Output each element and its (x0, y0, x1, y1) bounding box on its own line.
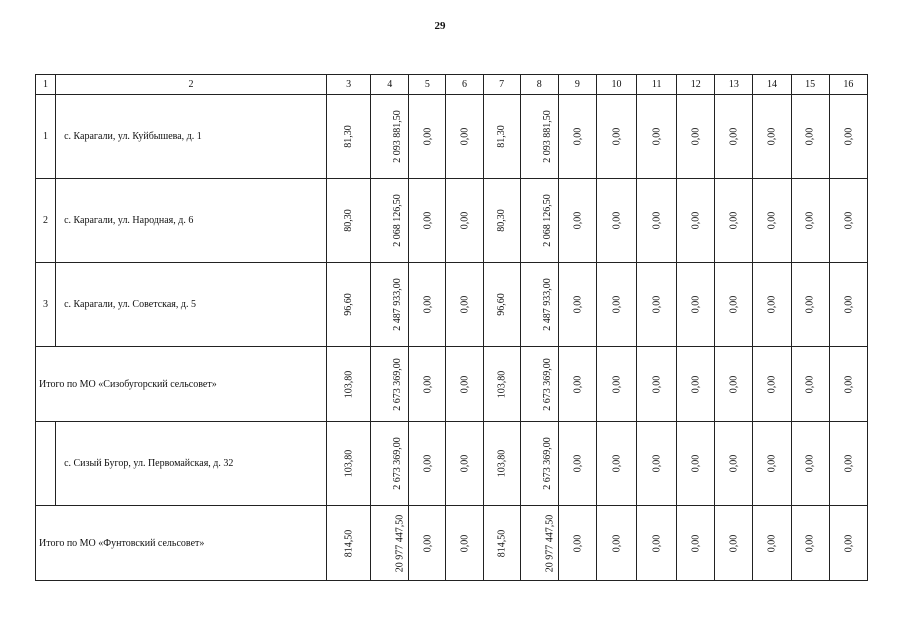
row-number (36, 422, 56, 506)
total-label: Итого по МО «Фунтовский сельсовет» (36, 506, 327, 581)
value-text: 2 093 881,50 (391, 110, 403, 163)
value-text: 0,00 (804, 534, 816, 552)
value-text: 0,00 (459, 211, 470, 230)
value-text: 2 673 369,00 (391, 357, 403, 411)
value-text: 0,00 (690, 454, 702, 473)
value-text: 0,00 (690, 127, 702, 146)
value-text: 0,00 (766, 454, 778, 473)
value-text: 0,00 (651, 211, 663, 230)
value-text: 0,00 (421, 127, 433, 146)
value-text: 80,30 (496, 209, 508, 232)
value-cell (483, 506, 520, 581)
value-text: 0,00 (571, 454, 583, 473)
value-text: 0,00 (651, 295, 663, 314)
value-text: 0,00 (804, 375, 816, 393)
value-text: 0,00 (421, 454, 433, 473)
row-number: 2 (36, 179, 56, 263)
value-text: 0,00 (421, 534, 433, 552)
value-cell (791, 95, 829, 179)
column-header: 6 (446, 75, 483, 95)
total-label: Итого по МО «Сизобугорский сельсовет» (36, 347, 327, 422)
value-text: 0,00 (611, 375, 622, 393)
value-text: 0,00 (571, 127, 583, 146)
value-text: 81,30 (343, 125, 355, 148)
value-cell (409, 95, 446, 179)
value-text: 0,00 (459, 127, 470, 146)
value-cell (371, 506, 409, 581)
value-cell (483, 263, 520, 347)
row-number: 1 (36, 95, 56, 179)
value-text: 0,00 (690, 211, 702, 230)
column-header: 15 (791, 75, 829, 95)
value-text: 0,00 (611, 534, 622, 552)
value-text: 0,00 (459, 295, 470, 314)
value-text: 0,00 (728, 295, 740, 314)
value-text: 2 487 933,00 (391, 278, 403, 331)
value-text: 0,00 (728, 127, 740, 146)
row-number: 3 (36, 263, 56, 347)
value-cell (483, 95, 520, 179)
total-row (36, 506, 868, 581)
value-text: 0,00 (421, 211, 433, 230)
value-cell (791, 422, 829, 506)
value-cell (637, 179, 677, 263)
value-text: 814,50 (343, 529, 355, 557)
value-text: 0,00 (766, 295, 778, 314)
column-header: 12 (677, 75, 715, 95)
value-cell (596, 347, 636, 422)
value-text: 0,00 (690, 534, 702, 552)
value-text: 20 977 447,50 (543, 514, 555, 572)
value-text: 0,00 (421, 295, 433, 314)
value-text: 814,50 (496, 529, 508, 557)
value-cell (829, 179, 867, 263)
value-cell (677, 179, 715, 263)
value-cell (558, 179, 596, 263)
total-row (36, 347, 868, 422)
column-header: 16 (829, 75, 867, 95)
value-text: 0,00 (728, 454, 740, 473)
value-cell (558, 95, 596, 179)
value-cell (829, 422, 867, 506)
address-cell: с. Карагали, ул. Народная, д. 6 (56, 179, 327, 263)
value-cell (409, 506, 446, 581)
value-text: 96,60 (496, 293, 508, 316)
value-cell (520, 179, 558, 263)
value-text: 0,00 (804, 454, 816, 473)
value-cell (637, 506, 677, 581)
value-text: 103,80 (343, 449, 355, 478)
value-text: 2 673 369,00 (541, 357, 553, 411)
value-cell (520, 422, 558, 506)
value-cell (791, 263, 829, 347)
value-cell (371, 95, 409, 179)
value-cell (753, 263, 791, 347)
value-cell (791, 179, 829, 263)
value-text: 20 977 447,50 (394, 514, 406, 572)
value-text: 0,00 (421, 375, 433, 393)
value-text: 0,00 (611, 454, 622, 473)
value-text: 96,60 (343, 293, 355, 316)
address-cell: с. Карагали, ул. Куйбышева, д. 1 (56, 95, 327, 179)
value-text: 0,00 (611, 211, 622, 230)
value-text: 0,00 (842, 295, 854, 314)
value-text: 103,80 (496, 449, 508, 478)
value-text: 0,00 (842, 534, 854, 552)
value-cell (520, 506, 558, 581)
value-cell (371, 347, 409, 422)
value-cell (446, 506, 483, 581)
value-cell (677, 95, 715, 179)
value-cell (520, 95, 558, 179)
value-cell (558, 422, 596, 506)
table-header-row (36, 75, 868, 95)
value-text: 0,00 (611, 295, 622, 314)
value-cell (596, 95, 636, 179)
value-cell (715, 179, 753, 263)
value-cell (409, 347, 446, 422)
value-text: 0,00 (571, 375, 583, 393)
value-cell (753, 95, 791, 179)
value-text: 0,00 (804, 211, 816, 230)
value-cell (520, 347, 558, 422)
value-cell (753, 347, 791, 422)
value-cell (371, 179, 409, 263)
value-text: 81,30 (496, 125, 508, 148)
value-text: 2 068 126,50 (391, 194, 403, 247)
table-row (36, 422, 868, 506)
value-cell (791, 506, 829, 581)
value-cell (446, 179, 483, 263)
value-cell (677, 347, 715, 422)
address-cell: с. Карагали, ул. Советская, д. 5 (56, 263, 327, 347)
value-cell (715, 95, 753, 179)
value-text: 2 673 369,00 (391, 437, 403, 490)
value-cell (446, 95, 483, 179)
value-cell (483, 179, 520, 263)
value-text: 0,00 (766, 211, 778, 230)
value-text: 2 487 933,00 (541, 278, 553, 331)
value-text: 0,00 (459, 534, 470, 552)
value-text: 0,00 (804, 295, 816, 314)
value-cell (327, 263, 371, 347)
value-cell (409, 263, 446, 347)
value-text: 0,00 (804, 127, 816, 146)
value-text: 2 068 126,50 (541, 194, 553, 247)
value-cell (829, 506, 867, 581)
value-text: 0,00 (842, 375, 854, 393)
column-header: 1 (36, 75, 56, 95)
table-row (36, 179, 868, 263)
value-cell (327, 347, 371, 422)
table-row (36, 263, 868, 347)
column-header: 9 (558, 75, 596, 95)
value-text: 0,00 (571, 534, 583, 552)
value-cell (596, 263, 636, 347)
value-cell (596, 422, 636, 506)
value-cell (446, 347, 483, 422)
address-cell: с. Сизый Бугор, ул. Первомайская, д. 32 (56, 422, 327, 506)
value-cell (520, 263, 558, 347)
value-text: 0,00 (571, 211, 583, 230)
value-cell (715, 263, 753, 347)
value-cell (715, 347, 753, 422)
column-header: 14 (753, 75, 791, 95)
value-text: 0,00 (571, 295, 583, 314)
value-text: 0,00 (651, 534, 663, 552)
value-cell (483, 422, 520, 506)
value-text: 0,00 (611, 127, 622, 146)
value-cell (327, 179, 371, 263)
value-cell (637, 347, 677, 422)
value-cell (753, 506, 791, 581)
value-text: 0,00 (690, 295, 702, 314)
value-cell (409, 422, 446, 506)
value-cell (753, 179, 791, 263)
value-cell (446, 263, 483, 347)
value-text: 0,00 (766, 375, 778, 393)
column-header: 13 (715, 75, 753, 95)
column-header: 5 (409, 75, 446, 95)
value-cell (558, 263, 596, 347)
data-table (35, 74, 868, 581)
value-text: 0,00 (766, 534, 778, 552)
value-cell (715, 422, 753, 506)
value-text: 80,30 (343, 209, 355, 232)
value-text: 103,80 (496, 370, 508, 398)
value-cell (371, 263, 409, 347)
value-cell (409, 179, 446, 263)
column-header: 2 (56, 75, 327, 95)
value-cell (558, 347, 596, 422)
value-text: 2 673 369,00 (541, 437, 553, 490)
value-text: 2 093 881,50 (541, 110, 553, 163)
column-header: 4 (371, 75, 409, 95)
value-text: 0,00 (766, 127, 778, 146)
value-cell (677, 422, 715, 506)
value-text: 0,00 (842, 127, 854, 146)
column-header: 11 (637, 75, 677, 95)
value-cell (637, 422, 677, 506)
value-text: 0,00 (651, 375, 663, 393)
value-cell (327, 95, 371, 179)
value-cell (677, 506, 715, 581)
column-header: 7 (483, 75, 520, 95)
column-header: 3 (327, 75, 371, 95)
value-cell (637, 263, 677, 347)
value-text: 0,00 (728, 375, 740, 393)
value-text: 0,00 (690, 375, 702, 393)
value-text: 103,80 (343, 370, 355, 398)
value-cell (829, 263, 867, 347)
value-text: 0,00 (651, 454, 663, 473)
value-text: 0,00 (459, 454, 470, 473)
value-text: 0,00 (842, 211, 854, 230)
value-cell (327, 422, 371, 506)
value-text: 0,00 (842, 454, 854, 473)
value-text: 0,00 (459, 375, 470, 393)
value-cell (715, 506, 753, 581)
value-cell (327, 506, 371, 581)
value-cell (596, 179, 636, 263)
value-cell (446, 422, 483, 506)
value-cell (677, 263, 715, 347)
value-cell (753, 422, 791, 506)
value-text: 0,00 (728, 211, 740, 230)
value-cell (829, 95, 867, 179)
value-cell (371, 422, 409, 506)
table-row (36, 95, 868, 179)
value-cell (829, 347, 867, 422)
page-number: 29 (434, 20, 446, 32)
value-cell (483, 347, 520, 422)
value-text: 0,00 (728, 534, 740, 552)
column-header: 8 (520, 75, 558, 95)
value-cell (791, 347, 829, 422)
value-cell (596, 506, 636, 581)
value-text: 0,00 (651, 127, 663, 146)
value-cell (637, 95, 677, 179)
column-header: 10 (596, 75, 636, 95)
value-cell (558, 506, 596, 581)
